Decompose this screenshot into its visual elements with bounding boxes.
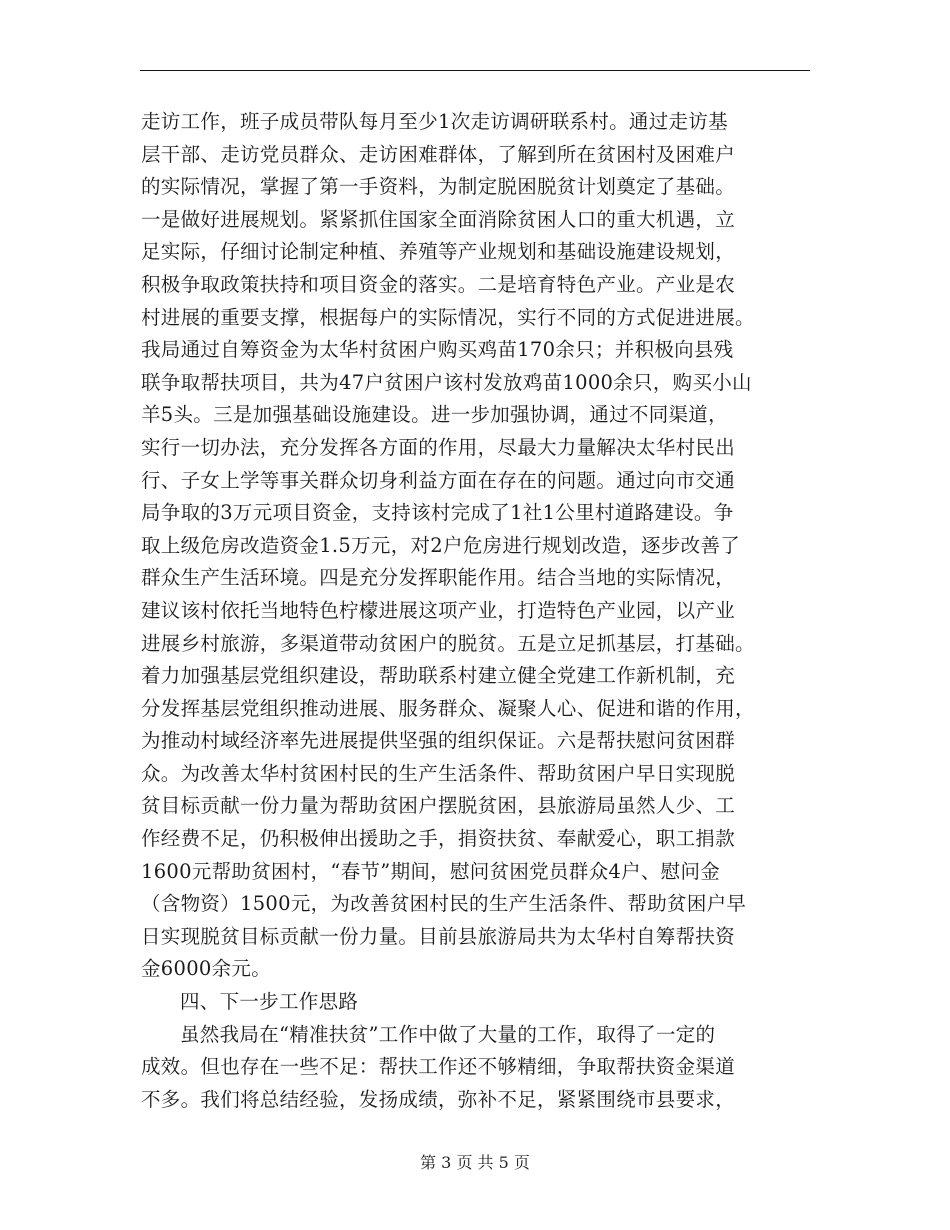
text-line: 建议该村依托当地特色柠檬进展这项产业，打造特色产业园，以产业 [141,598,736,622]
text-line: 进展乡村旅游，多渠道带动贫困户的脱贫。五是立足抓基层，打基础。 [141,631,755,655]
section-heading: 四、下一步工作思路 [180,990,359,1014]
page-number: 第 3 页 共 5 页 [420,1153,530,1172]
text-line: 金6000余元。 [141,957,272,981]
text-line: 作经费不足，仍积极伸出援助之手，捐资扶贫、奉献爱心，职工捐款 [141,827,736,851]
text-line: 我局通过自筹资金为太华村贫困户购买鸡苗170余只；并积极向县残 [141,338,734,362]
text-line: 分发挥基层党组织推动进展、服务群众、凝聚人心、促进和谐的作用， [141,696,755,720]
text-line: 着力加强基层党组织建设，帮助联系村建立健全党建工作新机制，充 [141,664,736,688]
text-line: 取上级危房改造资金1.5万元，对2户危房进行规划改造，逐步改善了 [141,533,741,557]
text-line: 足实际，仔细讨论制定种植、养殖等产业规划和基础设施建设规划， [141,240,736,264]
text-line: 积极争取政策扶持和项目资金的落实。二是培育特色产业。产业是农 [141,272,736,296]
text-line: 层干部、走访党员群众、走访困难群体，了解到所在贫困村及困难户 [141,142,736,166]
text-line: 羊5头。三是加强基础设施建设。进一步加强协调，通过不同渠道， [141,403,728,427]
text-line: 实行一切办法，充分发挥各方面的作用，尽最大力量解决太华村民出 [141,435,736,459]
text-line: 众。为改善太华村贫困村民的生产生活条件、帮助贫困户早日实现脱 [141,761,736,785]
text-line: 群众生产生活环境。四是充分发挥职能作用。结合当地的实际情况， [141,566,736,590]
text-line: 虽然我局在“精准扶贫”工作中做了大量的工作，取得了一定的 [180,1022,716,1046]
text-line: 局争取的3万元项目资金，支持该村完成了1社1公里村道路建设。争 [141,501,734,525]
text-line: 为推动村域经济率先进展提供坚强的组织保证。六是帮扶慰问贫困群 [141,729,736,753]
text-line: （含物资）1500元，为改善贫困村民的生产生活条件、帮助贫困户早 [141,892,747,916]
text-line: 一是做好进展规划。紧紧抓住国家全面消除贫困人口的重大机遇，立 [141,207,736,231]
text-line: 贫目标贡献一份力量为帮助贫困户摆脱贫困，县旅游局虽然人少、工 [141,794,736,818]
text-line: 日实现脱贫目标贡献一份力量。目前县旅游局共为太华村自筹帮扶资 [141,924,736,948]
text-line: 的实际情况，掌握了第一手资料，为制定脱困脱贫计划奠定了基础。 [141,175,736,199]
header-rule [140,70,810,71]
text-line: 1600元帮助贫困村，“春节”期间，慰问贫困党员群众4户、慰问金 [141,859,721,883]
text-line: 行、子女上学等事关群众切身利益方面在存在的问题。通过向市交通 [141,468,736,492]
text-line: 成效。但也存在一些不足：帮扶工作还不够精细，争取帮扶资金渠道 [141,1055,736,1079]
text-line: 不多。我们将总结经验，发扬成绩，弥补不足，紧紧围绕市县要求， [141,1087,736,1111]
text-line: 联争取帮扶项目，共为47户贫困户该村发放鸡苗1000余只，购买小山 [141,370,752,394]
text-line: 村进展的重要支撑，根据每户的实际情况，实行不同的方式促进进展。 [141,305,755,329]
text-line: 走访工作，班子成员带队每月至少1次走访调研联系村。通过走访基 [141,110,728,133]
body-text [141,106,811,1116]
